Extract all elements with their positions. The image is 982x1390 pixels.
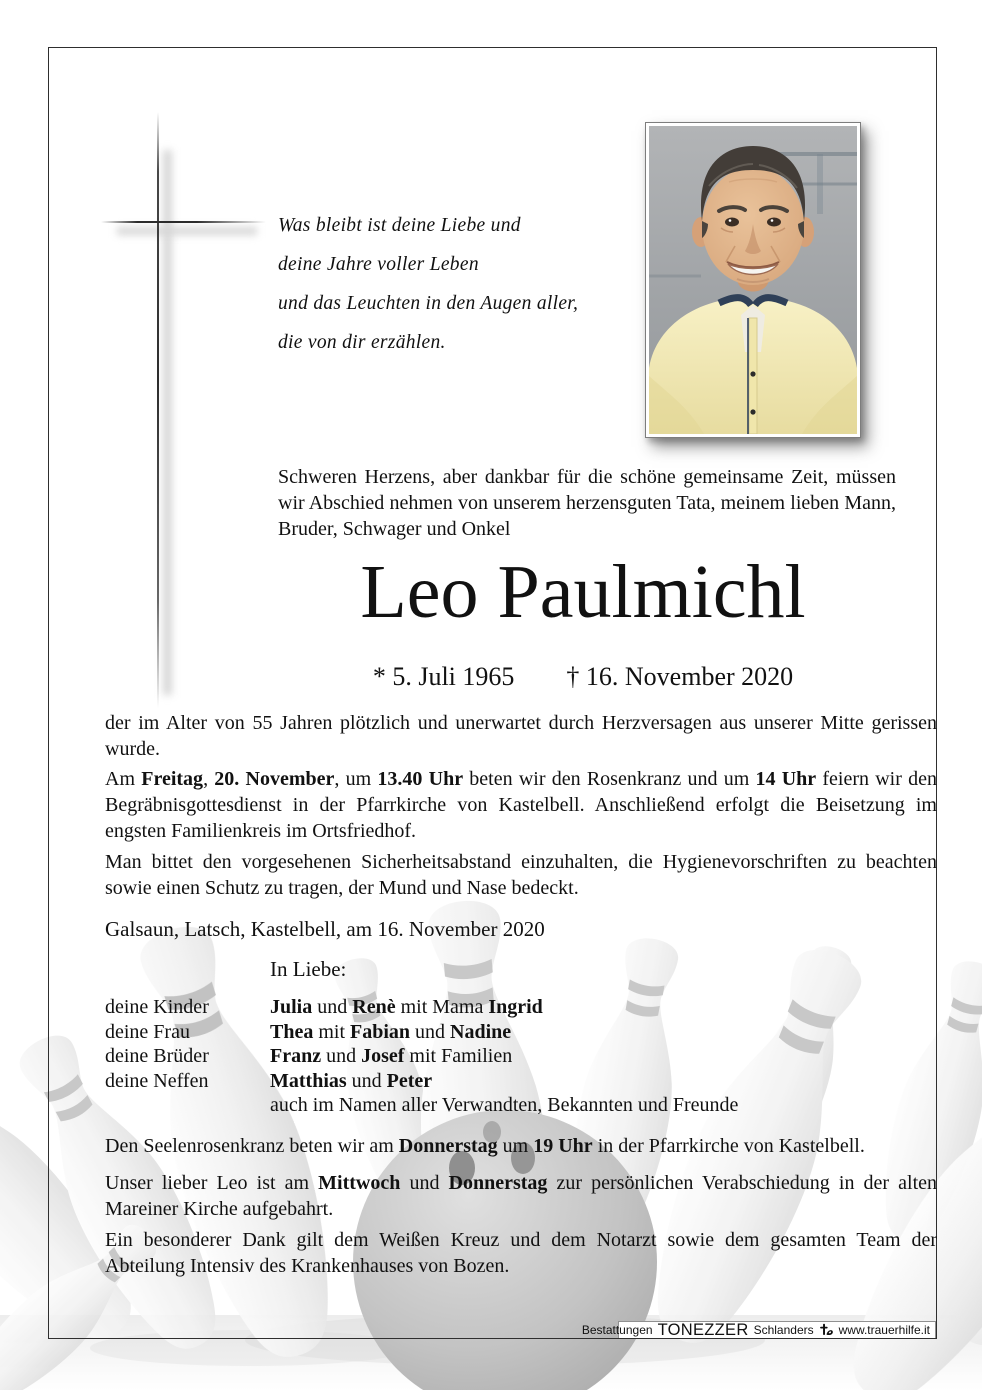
paragraph-aufbahrung: Unser lieber Leo ist am Mittwoch und Donnerstag zur persönlichen Verabschiedung in der alten Mareiner Kirche aufgebahrt. xyxy=(105,1172,938,1220)
paragraph-funeral: Am Freitag, 20. November, um 13.40 Uhr beten wir den Rosenkranz und um 14 Uhr feiern wir den Begräbnisgottesdienst in der Pfarrkirche von Kastelbell. Anschließend erfolgt die Beisetzung im engsten Familienkreis im Ortsfriedhof. xyxy=(105,768,938,842)
family-relation: deine Brüder xyxy=(105,1045,209,1067)
poem-line: Was bleibt ist deine Liebe und xyxy=(278,215,521,236)
family-relation: deine Frau xyxy=(105,1020,190,1043)
family-row xyxy=(105,1020,738,1045)
family-row xyxy=(105,1093,738,1118)
memorial-cross-shadow xyxy=(117,227,257,235)
family-relation: deine Kinder xyxy=(105,996,209,1018)
family-names: Julia und Renè mit Mama Ingrid xyxy=(270,996,543,1018)
paragraph-age: der im Alter von 55 Jahren plötzlich und unerwartet durch Herzversagen aus unserer Mitte gerissen wurde. xyxy=(105,712,937,760)
family-row xyxy=(105,1069,738,1094)
footer-funeral-home-bar xyxy=(581,1320,936,1339)
family-relation: deine Neffen xyxy=(105,1069,209,1092)
memorial-cross-icon xyxy=(157,112,159,708)
family-names: Thea mit Fabian und Nadine xyxy=(270,1020,512,1043)
paragraph-seelenrosenkranz: Den Seelenrosenkranz beten wir am Donnerstag um 19 Uhr in der Pfarrkirche von Kastelbell. xyxy=(105,1135,865,1157)
family-names: auch im Namen aller Verwandten, Bekannten und Freunde xyxy=(270,1094,739,1116)
family-names: Matthias und Peter xyxy=(270,1069,433,1092)
deceased-name: Leo Paulmichl xyxy=(360,550,806,634)
in-liebe-label: In Liebe: xyxy=(270,957,347,981)
family-row xyxy=(105,1044,738,1069)
intro-paragraph: Schweren Herzens, aber dankbar für die schöne gemeinsame Zeit, müssen wir Abschied nehmen von unserem herzensguten Tata, meinem lieben Mann, Bruder, Schwager und Onkel xyxy=(278,466,896,540)
death-date: † 16. November 2020 xyxy=(566,662,794,691)
birth-date: * 5. Juli 1965 xyxy=(372,662,515,691)
portrait-photo xyxy=(645,122,861,438)
family-relation xyxy=(105,1093,270,1118)
poem-line: deine Jahre voller Leben xyxy=(278,254,479,275)
family-row xyxy=(105,995,738,1020)
family-list xyxy=(105,995,738,1118)
life-dates xyxy=(258,662,908,692)
memorial-cross-icon xyxy=(101,221,266,223)
family-names: Franz und Josef mit Familien xyxy=(270,1045,513,1067)
trauerhilfe-logo-icon xyxy=(819,1323,834,1338)
poem-line: die von dir erzählen. xyxy=(278,332,446,353)
footer-brand: TONEZZER xyxy=(657,1320,749,1339)
memorial-poem xyxy=(278,206,578,362)
footer-suffix: Schlanders xyxy=(753,1323,814,1337)
portrait-illustration xyxy=(649,126,857,434)
place-date-line: Galsaun, Latsch, Kastelbell, am 16. November 2020 xyxy=(105,917,545,941)
footer-prefix: Bestattungen xyxy=(581,1323,653,1337)
poem-line: und das Leuchten in den Augen aller, xyxy=(278,293,579,314)
paragraph-dank: Ein besonderer Dank gilt dem Weißen Kreuz und dem Notarzt sowie dem gesamten Team der Abteilung Intensiv des Krankenhauses von Bozen. xyxy=(105,1229,937,1277)
paragraph-covid-notice: Man bittet den vorgesehenen Sicherheitsabstand einzuhalten, die Hygienevorschriften zu beachten sowie einen Schutz zu tragen, der Mund und Nase bedeckt. xyxy=(105,851,937,899)
footer-website: www.trauerhilfe.it xyxy=(838,1323,930,1337)
